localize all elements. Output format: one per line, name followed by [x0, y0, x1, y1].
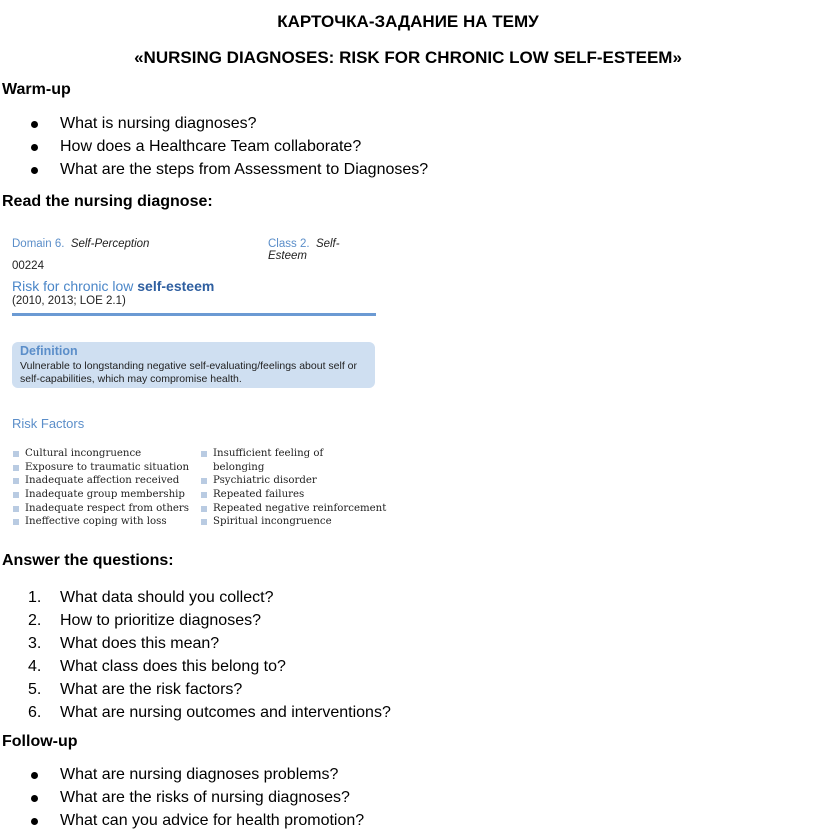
divider [12, 313, 376, 316]
domain-line [12, 238, 149, 250]
risk-factor: Inadequate group membership [12, 488, 189, 502]
class-line [268, 238, 378, 262]
answer-list [0, 587, 391, 725]
risk-factor: Exposure to traumatic situation [12, 461, 189, 475]
risk-factor: Cultural incongruence [12, 447, 189, 461]
question-text: What class does this belong to? [60, 658, 286, 675]
list-item: What are the risks of nursing diagnoses? [0, 787, 364, 810]
warmup-list [0, 113, 428, 182]
list-item: 6. What are nursing outcomes and interventions? [28, 704, 391, 721]
followup-heading: Follow-up [2, 733, 78, 750]
risk-factor-continued: belonging [213, 461, 265, 473]
definition-text: Vulnerable to longstanding negative self-evaluating/feelings about self or self-capabilities, which may compromise health. [20, 360, 358, 385]
nursing-diagnosis-figure [12, 236, 387, 536]
question-text: What are nursing outcomes and interventions? [60, 704, 391, 721]
risk-factor: Repeated negative reinforcement [200, 502, 386, 516]
list-item: What are the steps from Assessment to Diagnoses? [0, 159, 428, 182]
list-item: 3. What does this mean? [28, 635, 220, 652]
answer-heading: Answer the questions: [2, 552, 174, 569]
risk-factor: Insufficient feeling of [200, 447, 386, 461]
definition-title: Definition [20, 344, 78, 358]
warmup-heading: Warm-up [2, 81, 71, 98]
followup-list [0, 764, 364, 833]
question-text: What are the risk factors? [60, 681, 243, 698]
read-heading: Read the nursing diagnose: [2, 193, 213, 210]
question-text: What data should you collect? [60, 589, 274, 606]
class-name: Self-Esteem [268, 238, 340, 262]
diagnosis-prefix: Risk for chronic low [12, 278, 138, 294]
diagnosis-code: 00224 [12, 260, 44, 272]
risk-factors-col2 [200, 447, 386, 529]
diagnosis-title [12, 278, 214, 294]
domain-name: Self-Perception [70, 238, 150, 250]
definition-box [12, 342, 375, 388]
topic-title: «NURSING DIAGNOSES: RISK FOR CHRONIC LOW SELF-ESTEEM» [134, 48, 682, 67]
question-text: How to prioritize diagnoses? [60, 612, 261, 629]
risk-factor: Ineffective coping with loss [12, 515, 189, 529]
diagnosis-bold: self-esteem [137, 278, 215, 294]
domain-label: Domain 6. [12, 238, 65, 250]
risk-factor: Inadequate respect from others [12, 502, 189, 516]
risk-factor: Repeated failures [200, 488, 386, 502]
risk-factors-title: Risk Factors [12, 416, 85, 431]
list-item: 4. What class does this belong to? [28, 658, 286, 675]
diagnosis-years: (2010, 2013; LOE 2.1) [12, 295, 126, 307]
list-item: What is nursing diagnoses? [0, 113, 428, 136]
list-item: What can you advice for health promotion? [0, 810, 364, 833]
list-item: 5. What are the risk factors? [28, 681, 243, 698]
risk-factor: Psychiatric disorder [200, 474, 386, 488]
risk-factor: Spiritual incongruence [200, 515, 386, 529]
risk-factor: Inadequate affection received [12, 474, 189, 488]
list-item: What are nursing diagnoses problems? [0, 764, 364, 787]
risk-factors-col1 [12, 447, 189, 529]
list-item: 1. What data should you collect? [28, 589, 274, 606]
list-item: 2. How to prioritize diagnoses? [28, 612, 261, 629]
list-item: How does a Healthcare Team collaborate? [0, 136, 428, 159]
card-title: КАРТОЧКА-ЗАДАНИЕ НА ТЕМУ [277, 12, 539, 31]
question-text: What does this mean? [60, 635, 220, 652]
class-label: Class 2. [268, 238, 310, 250]
